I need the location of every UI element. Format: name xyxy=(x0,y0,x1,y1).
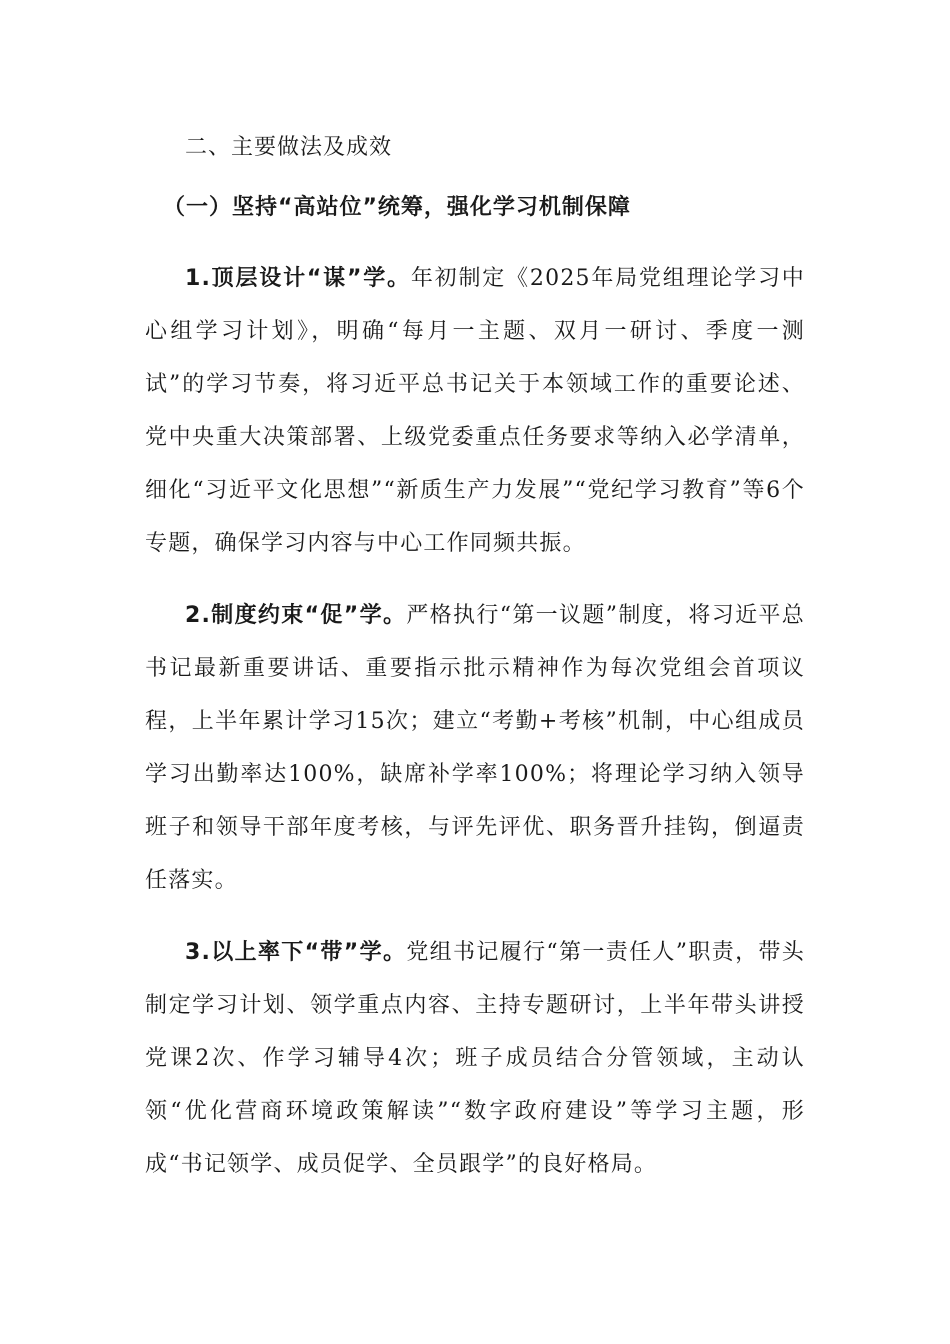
section-title: 二、主要做法及成效 xyxy=(185,135,393,160)
paragraph-1 xyxy=(145,252,805,570)
paragraph-3-body: 党组书记履行“第一责任人”职责，带头制定学习计划、领学重点内容、主持专题研讨，上半年带头讲授党课2次、作学习辅导4次；班子成员结合分管领域，主动认领“优化营商环境政策解读”“数字政府建设”等学习主题，形成“书记领学、成员促学、全员跟学”的良好格局。 xyxy=(145,940,805,1177)
paragraph-1-body: 年初制定《2025年局党组理论学习中心组学习计划》，明确“每月一主题、双月一研讨、季度一测试”的学习节奏，将习近平总书记关于本领域工作的重要论述、党中央重大决策部署、上级党委重点任务要求等纳入必学清单，细化“习近平文化思想”“新质生产力发展”“党纪学习教育”等6个专题，确保学习内容与中心工作同频共振。 xyxy=(145,266,805,556)
subsection-title: （一）坚持“高站位”统筹，强化学习机制保障 xyxy=(163,195,631,220)
paragraph-2 xyxy=(145,589,805,907)
paragraph-3 xyxy=(145,926,805,1191)
paragraph-3-lead: 3.以上率下“带”学。 xyxy=(185,940,407,965)
paragraph-1-lead: 1.顶层设计“谋”学。 xyxy=(185,266,411,291)
paragraph-2-lead: 2.制度约束“促”学。 xyxy=(185,603,407,628)
document-page xyxy=(145,132,805,1210)
paragraph-2-body: 严格执行“第一议题”制度，将习近平总书记最新重要讲话、重要指示批示精神作为每次党组会首项议程，上半年累计学习15次；建立“考勤+考核”机制，中心组成员学习出勤率达100%，缺席补学率100%；将理论学习纳入领导班子和领导干部年度考核，与评先评优、职务晋升挂钩，倒逼责任落实。 xyxy=(145,603,805,893)
